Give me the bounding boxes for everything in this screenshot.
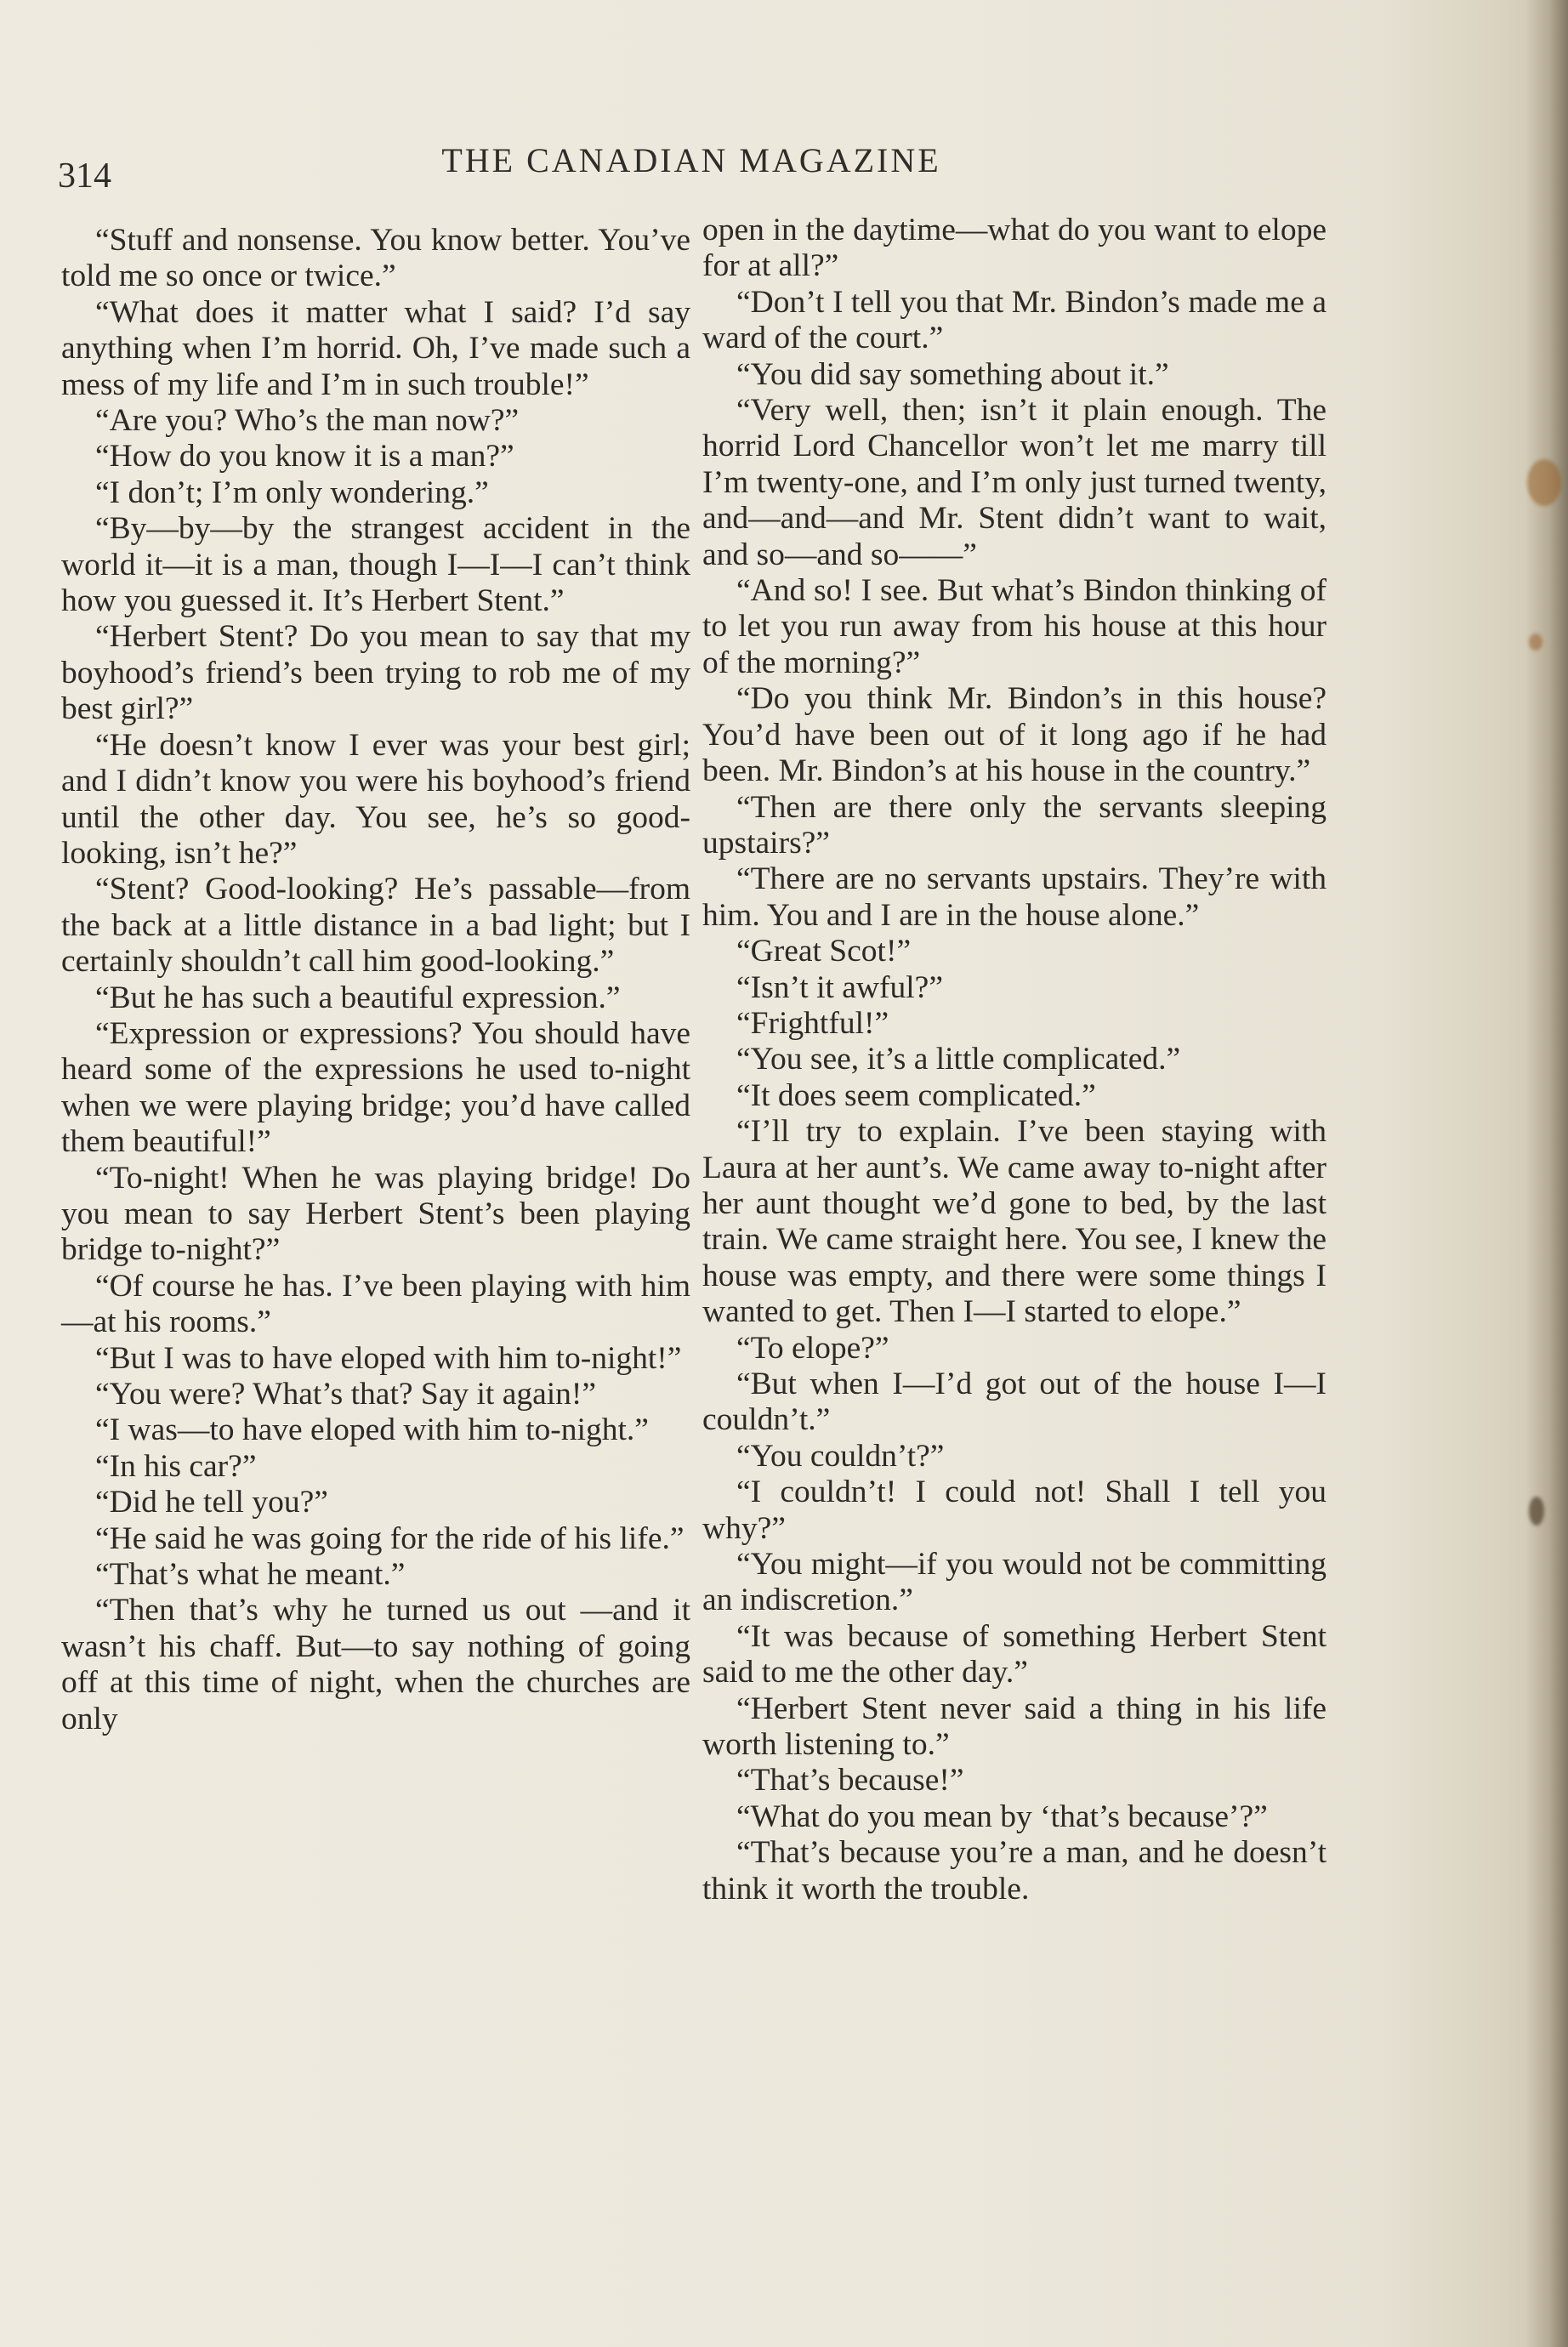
paragraph: “You see, it’s a little complicated.” — [736, 1042, 1181, 1077]
paragraph: “Then that’s why he turned us out —and it wasn’t his chaff. But—to say nothing of going off at this time of night, when the churches are only — [61, 1593, 690, 1736]
paragraph: “I was—to have eloped with him to-night.” — [95, 1412, 649, 1448]
paragraph: “Of course he has. I’ve been playing with him—at his rooms.” — [61, 1268, 690, 1340]
paragraph: “But when I—I’d got out of the house I—I couldn’t.” — [702, 1367, 1327, 1438]
paragraph: “But he has such a beautiful expression.” — [95, 980, 621, 1015]
page-stain — [1527, 459, 1561, 506]
paragraph: “I couldn’t! I could not! Shall I tell you why?” — [702, 1475, 1327, 1546]
paragraph: “That’s what he meant.” — [95, 1557, 406, 1593]
paragraph: “Do you think Mr. Bindon’s in this house? You’d have been out of it long ago if he had been. Mr. Bindon’s at his house in the country.” — [702, 681, 1327, 789]
paragraph: “I’ll try to explain. I’ve been staying with Laura at her aunt’s. We came away to-night after her aunt thought we’d gone to bed, by the last train. We came straight here. You see, I knew the house was empty, and there were some things I wanted to get. Then I—I started to elope.” — [702, 1114, 1327, 1330]
paragraph: “It was because of something Herbert Stent said to me the other day.” — [702, 1618, 1327, 1691]
paragraph: “That’s because!” — [736, 1763, 964, 1799]
paragraph: “You couldn’t?” — [736, 1438, 945, 1474]
paragraph: “And so! I see. But what’s Bindon thinking of to let you run away from his house at this hour of the morning?” — [702, 573, 1327, 680]
paragraph: “You might—if you would not be committing an indiscretion.” — [702, 1547, 1327, 1618]
paragraph: “Don’t I tell you that Mr. Bindon’s made me a ward of the court.” — [702, 284, 1327, 356]
paragraph: “Stuff and nonsense. You know better. You’ve told me so once or twice.” — [61, 223, 690, 294]
paragraph: “Great Scot!” — [736, 934, 912, 969]
paragraph: “To elope?” — [736, 1330, 889, 1366]
paragraph: “There are no servants upstairs. They’re with him. You and I are in the house alone.” — [702, 861, 1327, 933]
paragraph: “In his car?” — [95, 1448, 257, 1484]
paragraph: “By—by—by the strangest accident in the world it—it is a man, though I—I—I can’t think how you guessed it. It’s Herbert Stent.” — [61, 511, 690, 619]
page-edge-shadow — [1525, 0, 1568, 2347]
paragraph: “Very well, then; isn’t it plain enough. The horrid Lord Chancellor won’t let me marry till I’m twenty-one, and I’m only just turned twenty, and—and—and Mr. Stent didn’t want to wait, and so—and so——” — [702, 393, 1327, 572]
page-header — [58, 140, 1325, 200]
paragraph: “Herbert Stent? Do you mean to say that my boyhood’s friend’s been trying to rob me of my best girl?” — [61, 619, 690, 727]
page-stain — [1529, 1497, 1544, 1526]
page-number: 314 — [58, 156, 111, 196]
paragraph: “Herbert Stent never said a thing in his life worth listening to.” — [702, 1691, 1327, 1763]
paragraph: “Then are there only the servants sleeping upstairs?” — [702, 789, 1327, 861]
paragraph: “How do you know it is a man?” — [95, 439, 514, 475]
paragraph: “What do you mean by ‘that’s because’?” — [736, 1799, 1268, 1834]
paragraph-continuation: open in the daytime—what do you want to elope for at all?” — [702, 213, 1327, 284]
paragraph: “He doesn’t know I ever was your best girl; and I didn’t know you were his boyhood’s friend until the other day. You see, he’s so good-looking, isn’t he?” — [61, 727, 690, 871]
running-head: THE CANADIAN MAGAZINE — [441, 141, 941, 179]
paragraph: “Expression or expressions? You should have heard some of the expressions he used to-night when we were playing bridge; you’d have called them beautiful!” — [61, 1015, 690, 1160]
paragraph: “To-night! When he was playing bridge! Do you mean to say Herbert Stent’s been playing bridge to-night?” — [61, 1160, 690, 1268]
paragraph: “Isn’t it awful?” — [736, 969, 943, 1005]
paragraph: “Frightful!” — [736, 1005, 889, 1041]
paragraph: “You were? What’s that? Say it again!” — [95, 1377, 597, 1412]
paragraph: “It does seem complicated.” — [736, 1077, 1096, 1113]
paragraph: “That’s because you’re a man, and he doesn’t think it worth the trouble. — [702, 1835, 1327, 1907]
paragraph: “What does it matter what I said? I’d say anything when I’m horrid. Oh, I’ve made such a mess of my life and I’m in such trouble!” — [61, 294, 690, 402]
paragraph: “You did say something about it.” — [736, 356, 1169, 392]
paragraph: “Stent? Good-looking? He’s passable—from the back at a little distance in a bad light; but I certainly shouldn’t call him good-looking.” — [61, 872, 690, 980]
paragraph: “Are you? Who’s the man now?” — [95, 403, 520, 439]
paragraph: “He said he was going for the ride of his life.” — [95, 1520, 685, 1556]
paragraph: “Did he tell you?” — [95, 1485, 328, 1520]
paragraph: “I don’t; I’m only wondering.” — [95, 475, 489, 510]
right-column — [702, 213, 1327, 1907]
left-column — [61, 223, 690, 1737]
page-stain — [1529, 634, 1542, 651]
paragraph: “But I was to have eloped with him to-night!” — [95, 1340, 682, 1376]
